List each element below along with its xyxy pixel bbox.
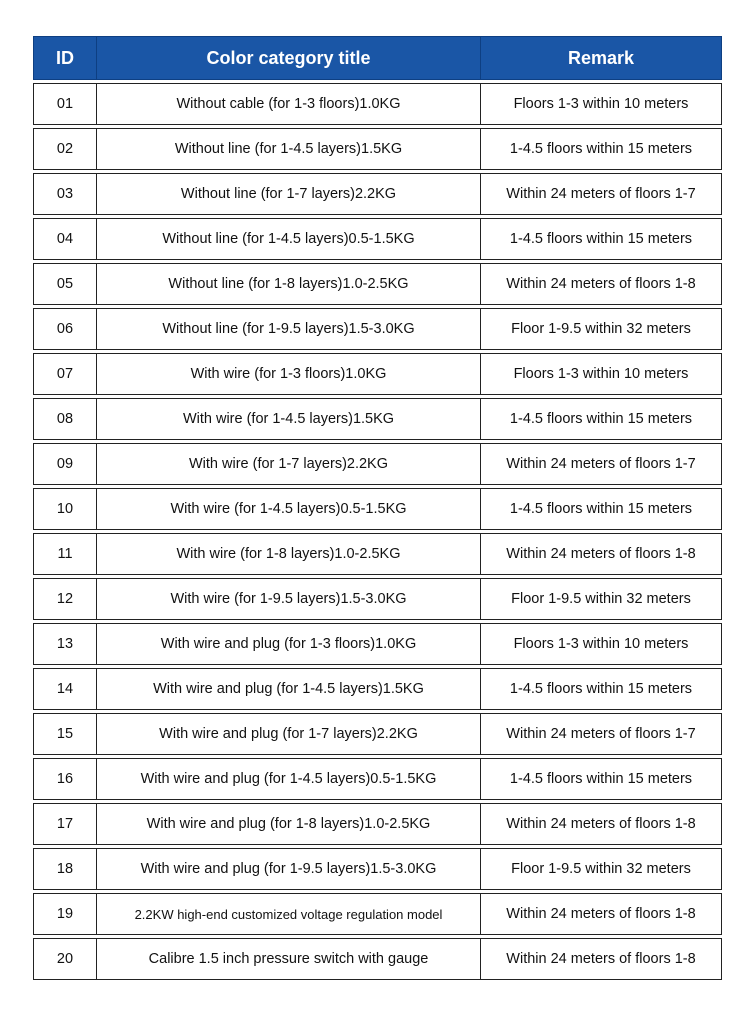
table-row [33, 758, 722, 800]
cell-remark: Within 24 meters of floors 1-8 [506, 951, 696, 967]
table-row [33, 848, 722, 890]
header-title: Color category title [97, 37, 481, 79]
cell-remark: Floors 1-3 within 10 meters [513, 366, 689, 382]
table-row [33, 623, 722, 665]
table-row [33, 83, 722, 125]
table-row [33, 938, 722, 980]
cell-title: With wire (for 1-4.5 layers)1.5KG [97, 399, 481, 439]
cell-title: With wire and plug (for 1-8 layers)1.0-2.5KG [97, 804, 481, 844]
table-row [33, 353, 722, 395]
cell-title: Without line (for 1-9.5 layers)1.5-3.0KG [97, 309, 481, 349]
cell-remark: Floor 1-9.5 within 32 meters [511, 591, 691, 607]
table-row [33, 398, 722, 440]
cell-remark: Floors 1-3 within 10 meters [513, 636, 689, 652]
cell-id: 05 [34, 264, 97, 304]
table-row [33, 713, 722, 755]
cell-title: 2.2KW high-end customized voltage regulation model [97, 894, 481, 934]
table-row [33, 263, 722, 305]
cell-title: With wire and plug (for 1-4.5 layers)1.5KG [97, 669, 481, 709]
cell-title: Calibre 1.5 inch pressure switch with gauge [97, 939, 481, 979]
cell-remark: Floors 1-3 within 10 meters [513, 96, 689, 112]
cell-id: 18 [34, 849, 97, 889]
cell-remark: 1-4.5 floors within 15 meters [509, 411, 693, 427]
cell-title: With wire (for 1-4.5 layers)0.5-1.5KG [97, 489, 481, 529]
cell-remark: Floor 1-9.5 within 32 meters [511, 861, 691, 877]
table-header [33, 36, 722, 80]
cell-id: 20 [34, 939, 97, 979]
cell-remark: 1-4.5 floors within 15 meters [509, 681, 693, 697]
cell-id: 11 [34, 534, 97, 574]
cell-remark: Within 24 meters of floors 1-8 [506, 816, 696, 832]
cell-remark: Within 24 meters of floors 1-8 [506, 276, 696, 292]
cell-id: 03 [34, 174, 97, 214]
cell-id: 09 [34, 444, 97, 484]
table-row [33, 308, 722, 350]
cell-id: 12 [34, 579, 97, 619]
cell-title: Without line (for 1-8 layers)1.0-2.5KG [97, 264, 481, 304]
cell-title: With wire (for 1-8 layers)1.0-2.5KG [97, 534, 481, 574]
cell-title: With wire (for 1-3 floors)1.0KG [97, 354, 481, 394]
cell-remark: 1-4.5 floors within 15 meters [509, 141, 693, 157]
cell-title: Without line (for 1-4.5 layers)1.5KG [97, 129, 481, 169]
cell-id: 13 [34, 624, 97, 664]
table-row [33, 578, 722, 620]
cell-title: With wire (for 1-7 layers)2.2KG [97, 444, 481, 484]
table-row [33, 128, 722, 170]
cell-id: 08 [34, 399, 97, 439]
cell-title: Without line (for 1-7 layers)2.2KG [97, 174, 481, 214]
cell-title: With wire and plug (for 1-9.5 layers)1.5-3.0KG [97, 849, 481, 889]
table-row [33, 443, 722, 485]
cell-id: 02 [34, 129, 97, 169]
cell-title: With wire (for 1-9.5 layers)1.5-3.0KG [97, 579, 481, 619]
cell-title: With wire and plug (for 1-7 layers)2.2KG [97, 714, 481, 754]
cell-id: 16 [34, 759, 97, 799]
cell-id: 14 [34, 669, 97, 709]
cell-id: 15 [34, 714, 97, 754]
cell-id: 04 [34, 219, 97, 259]
cell-title: Without line (for 1-4.5 layers)0.5-1.5KG [97, 219, 481, 259]
cell-id: 01 [34, 84, 97, 124]
table-row [33, 533, 722, 575]
cell-id: 06 [34, 309, 97, 349]
cell-id: 07 [34, 354, 97, 394]
table-row [33, 218, 722, 260]
cell-remark: Within 24 meters of floors 1-7 [506, 726, 696, 742]
cell-remark: Within 24 meters of floors 1-7 [506, 456, 696, 472]
cell-remark: 1-4.5 floors within 15 meters [509, 501, 693, 517]
cell-remark: Within 24 meters of floors 1-8 [506, 906, 696, 922]
table-row [33, 173, 722, 215]
cell-remark: Within 24 meters of floors 1-7 [506, 186, 696, 202]
table-row [33, 893, 722, 935]
table-body [33, 83, 722, 983]
table-row [33, 668, 722, 710]
table-row [33, 488, 722, 530]
cell-id: 17 [34, 804, 97, 844]
cell-remark: Within 24 meters of floors 1-8 [506, 546, 696, 562]
cell-title: With wire and plug (for 1-3 floors)1.0KG [97, 624, 481, 664]
cell-id: 19 [34, 894, 97, 934]
cell-title: Without cable (for 1-3 floors)1.0KG [97, 84, 481, 124]
cell-remark: Floor 1-9.5 within 32 meters [511, 321, 691, 337]
cell-title: With wire and plug (for 1-4.5 layers)0.5-1.5KG [97, 759, 481, 799]
table-row [33, 803, 722, 845]
header-id: ID [34, 37, 97, 79]
cell-remark: 1-4.5 floors within 15 meters [509, 771, 693, 787]
header-remark: Remark [567, 47, 635, 68]
cell-id: 10 [34, 489, 97, 529]
cell-remark: 1-4.5 floors within 15 meters [509, 231, 693, 247]
